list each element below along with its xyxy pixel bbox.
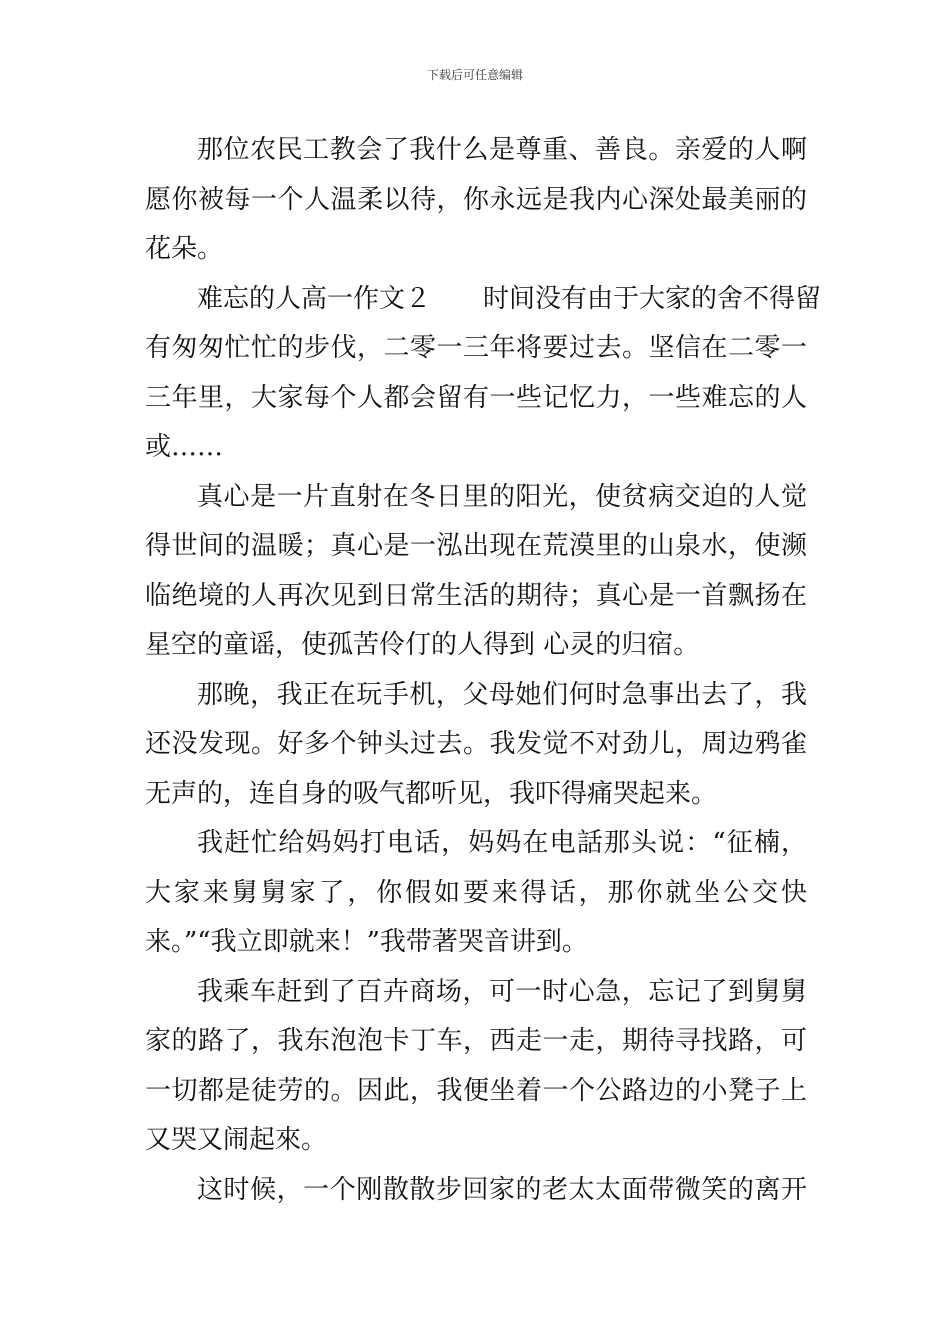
text-line: 星空的童谣，使孤苦伶仃的人得到 心灵的归宿。 [145, 630, 700, 660]
text-line: 我赶忙给妈妈打电话，妈妈在电話那头说：“征楠， [197, 828, 807, 858]
text-line: 大家来舅舅家了，你假如要来得话，那你就坐公交快 [145, 877, 807, 908]
paragraph-6 [145, 968, 807, 1166]
text-line: 难忘的人高一作文２ 时间没有由于大家的舍不得留 [197, 283, 822, 314]
paragraph-4 [145, 671, 807, 820]
text-line: 愿你被每一个人温柔以待，你永远是我内心深处最美丽的 [145, 184, 807, 215]
paragraph-3 [145, 473, 807, 671]
text-line: 来。”“我立即就来！”我带著哭音讲到。 [145, 927, 588, 957]
text-line: 花朵。 [145, 234, 224, 264]
text-line: 有匆匆忙忙的步伐，二零一三年将要过去。坚信在二零一 [145, 333, 807, 363]
text-line: 一切都是徒劳的。因此，我便坐着一个公路边的小凳子上 [145, 1075, 807, 1106]
text-line: 我乘车赶到了百卉商场，可一时心急，忘记了到舅舅 [197, 976, 807, 1007]
document-body [145, 126, 822, 1215]
page-header: 下载后可任意编辑 [426, 68, 523, 82]
text-line: 这时候，一个刚散散步回家的老太太面带微笑的离开 [197, 1174, 807, 1205]
text-line: 得世间的温暖；真心是一泓出现在荒漠里的山泉水，使濒 [145, 531, 807, 561]
paragraph-1 [145, 126, 807, 275]
text-line: 三年里，大家每个人都会留有一些记忆力，一些难忘的人 [145, 382, 807, 413]
paragraph-5 [145, 819, 807, 968]
text-line: 或…… [145, 432, 224, 462]
text-line: 那位农民工教会了我什么是尊重、善良。亲爱的人啊 [197, 135, 807, 165]
text-line: 还没发现。好多个钟头过去。我发觉不对劲儿，周边鸦雀 [145, 729, 807, 759]
text-line: 家的路了，我东泡泡卡丁车，西走一走，期待寻找路，可 [145, 1026, 807, 1056]
paragraph-2 [145, 275, 822, 473]
text-line: 真心是一片直射在冬日里的阳光，使贫病交迫的人觉 [197, 481, 807, 512]
text-line: 那晚，我正在玩手机，父母她们何时急事出去了，我 [197, 679, 807, 710]
text-line: 临绝境的人再次见到日常生活的期待；真心是一首飘扬在 [145, 580, 807, 611]
paragraph-7 [145, 1166, 807, 1216]
text-line: 又哭又闹起來。 [145, 1125, 328, 1155]
text-line: 无声的，连自身的吸气都听见，我吓得痛哭起来。 [145, 778, 718, 809]
